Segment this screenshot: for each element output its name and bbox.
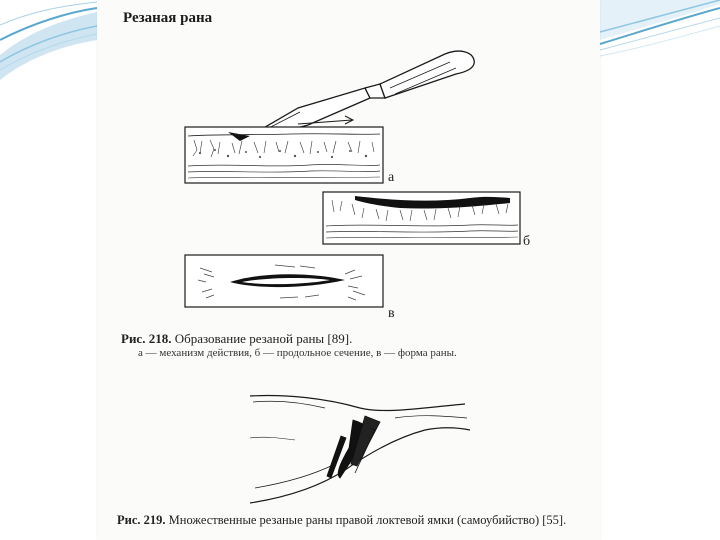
figure-219-number: Рис. 219. bbox=[117, 513, 166, 527]
slide-title: Резаная рана bbox=[123, 10, 213, 26]
panel-a-label: а bbox=[388, 170, 395, 185]
panel-c-label: в bbox=[388, 306, 395, 321]
left-swoosh-decoration bbox=[0, 2, 97, 80]
wound-cuts bbox=[327, 416, 380, 478]
figure-219-illustration bbox=[245, 378, 475, 508]
figure-218-number: Рис. 218. bbox=[121, 331, 172, 346]
figure-218-subcaption: а — механизм действия, б — продольное сечение, в — форма раны. bbox=[138, 347, 457, 359]
figure-218-caption bbox=[121, 331, 352, 347]
figure-219-caption-text: Множественные резаные раны правой локтевой ямки (самоубийство) [55]. bbox=[168, 513, 567, 527]
right-swoosh-decoration bbox=[600, 0, 720, 56]
figure-218-caption-text: Образование резаной раны [89]. bbox=[174, 331, 353, 346]
panel-c-wound-shape bbox=[185, 255, 383, 307]
panel-a-section bbox=[185, 127, 383, 183]
figure-218-illustration bbox=[180, 40, 540, 330]
panel-b-label: б bbox=[523, 234, 531, 249]
panel-b-section bbox=[323, 192, 520, 244]
figure-219-caption bbox=[117, 513, 566, 528]
